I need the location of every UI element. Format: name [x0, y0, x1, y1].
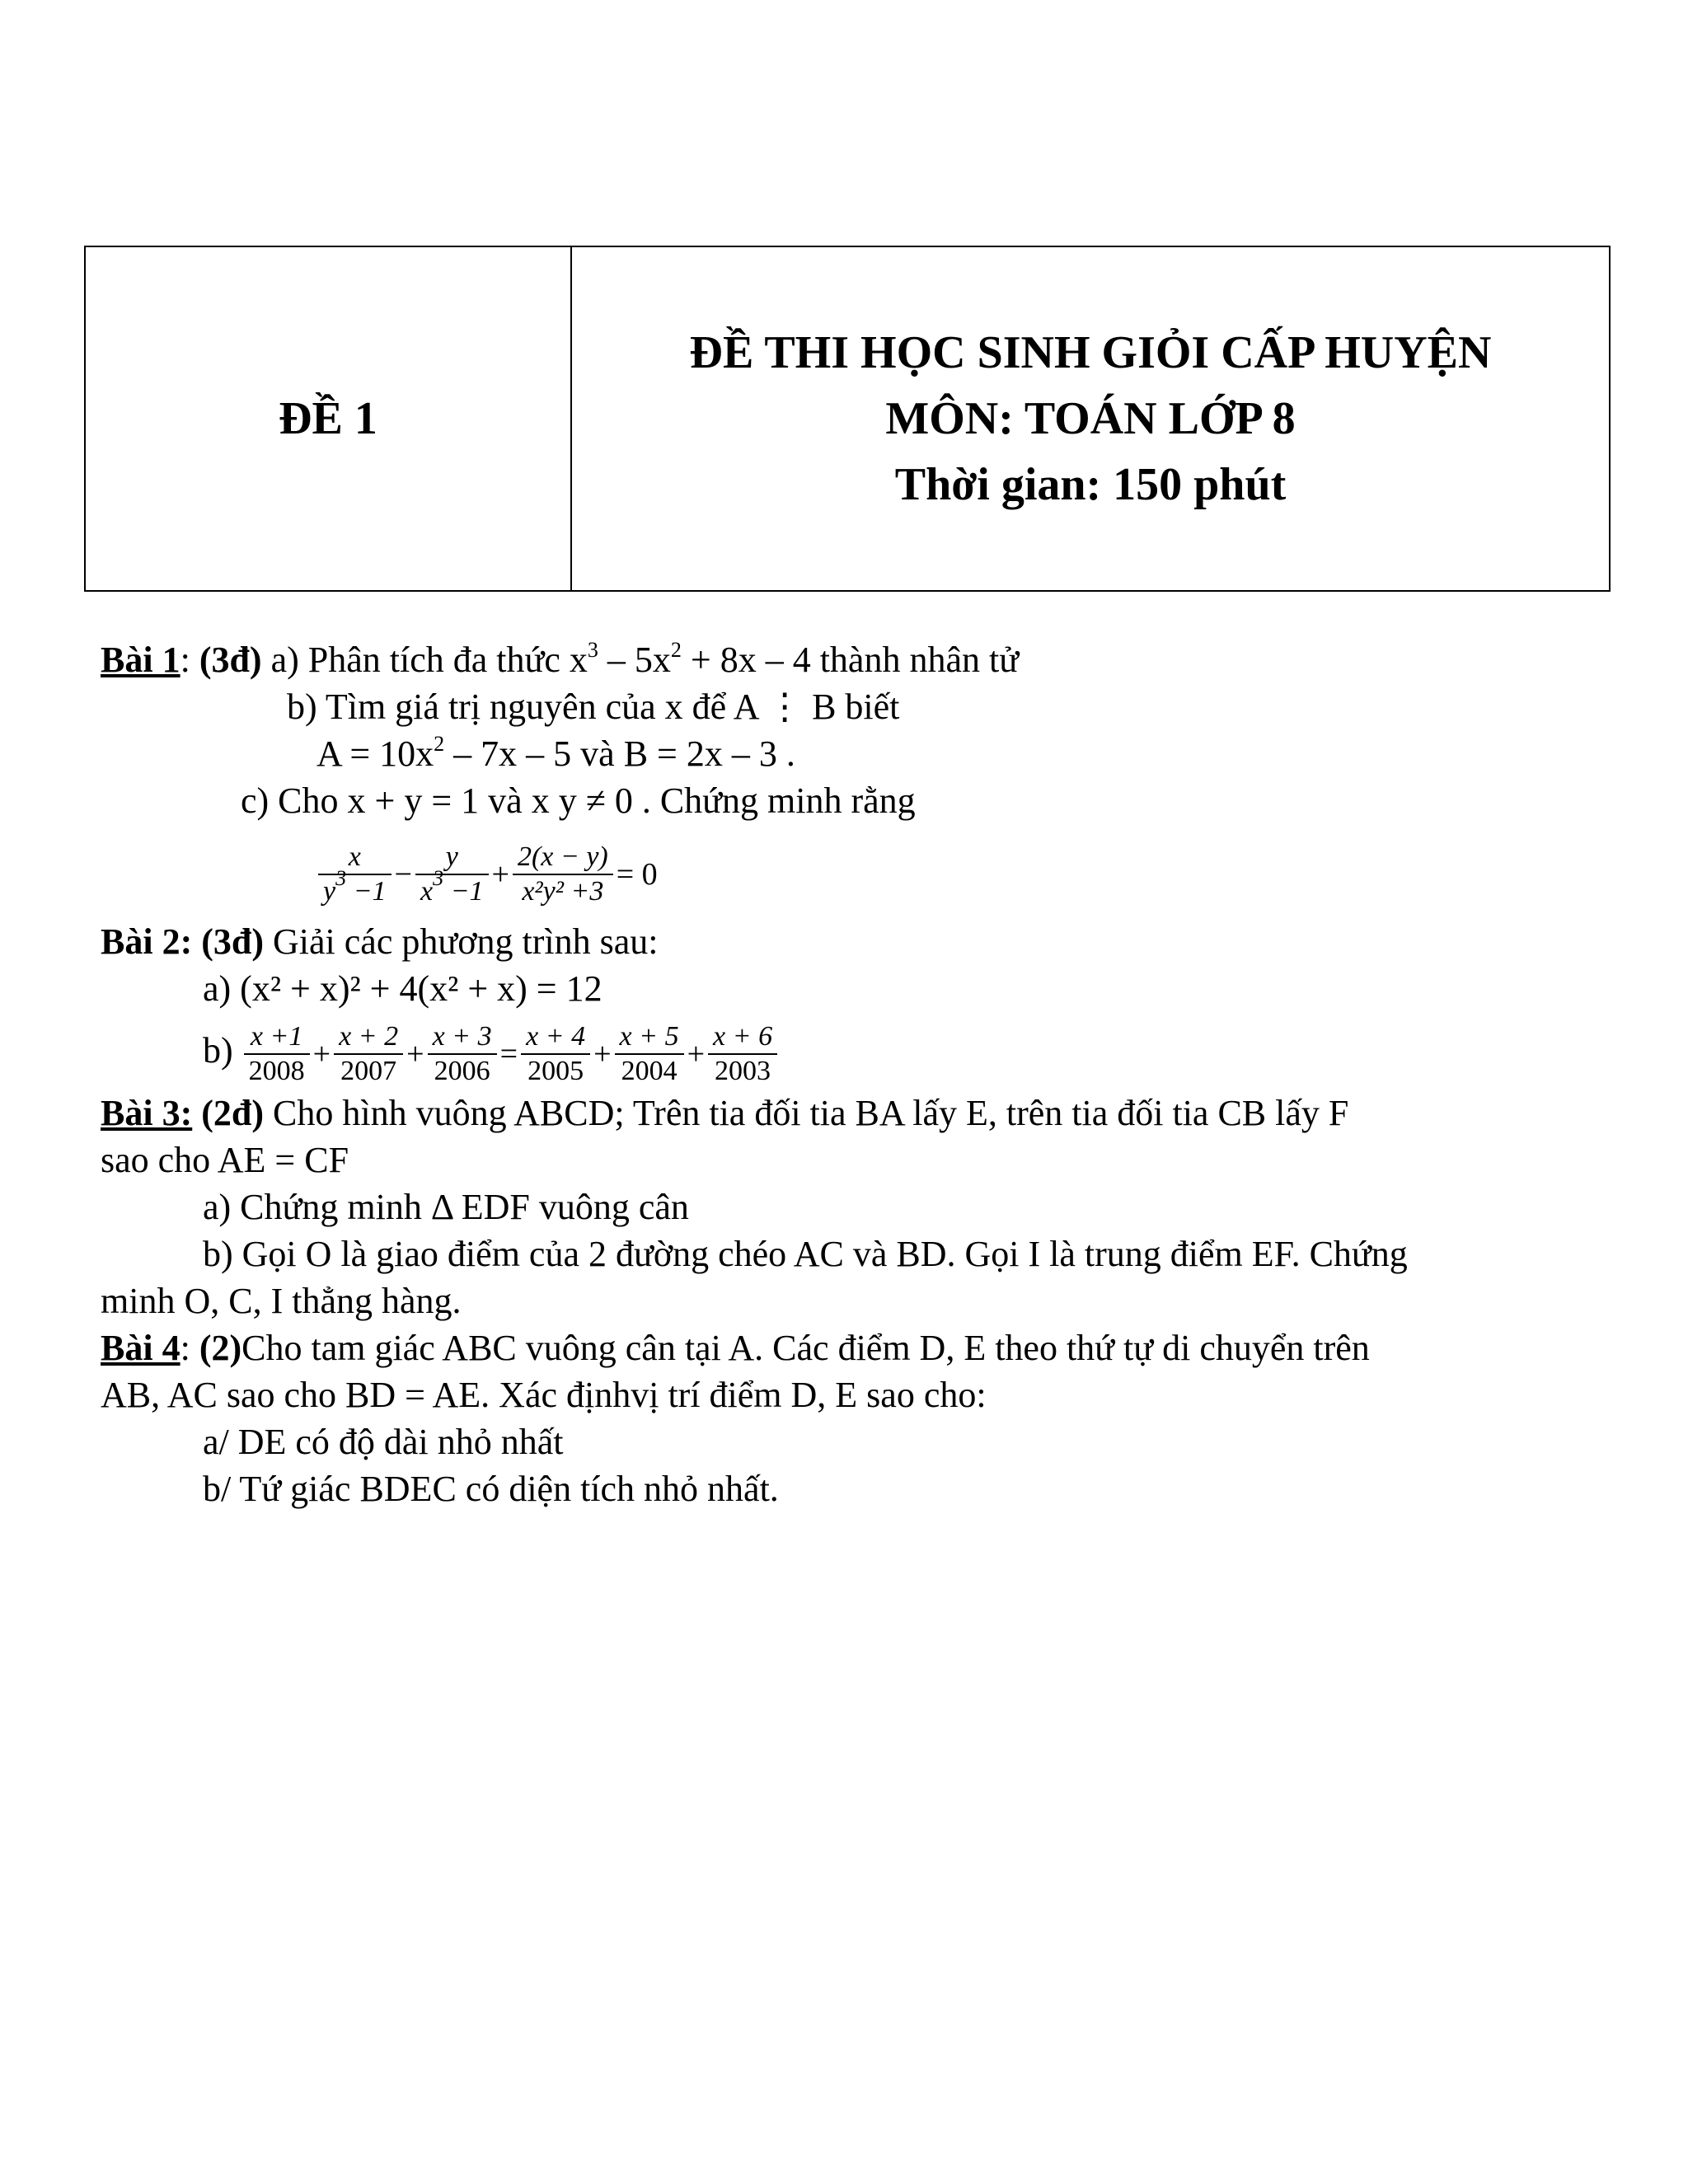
fraction: $\frac{x + 3}{2006}$ [428, 1020, 497, 1088]
bai4-label: Bài 4 [101, 1328, 181, 1368]
bai1-b2 [101, 730, 1601, 777]
bai2-intro: Giải các phương trình sau: [273, 921, 659, 962]
fraction: $\frac{x}{y^3 -1}$ [318, 841, 392, 908]
bai3-points: (2đ) [201, 1093, 265, 1133]
operator: + [491, 856, 509, 892]
operator: − [394, 856, 412, 892]
bai2-b-equation [101, 1012, 1601, 1090]
bai1-b2-exp: 2 [434, 732, 445, 756]
bai1-points: (3đ) [199, 640, 262, 680]
fraction: $\frac{x + 5}{2004}$ [615, 1020, 684, 1088]
equation-rhs: = 0 [616, 856, 658, 892]
fraction: $\frac{2(x - y)}{\text{x²y² +3}}$ [513, 841, 613, 908]
header-right-cell [572, 247, 1609, 590]
exam-title: ĐỀ THI HỌC SINH GIỎI CẤP HUYỆN [689, 327, 1492, 378]
bai3-line2: sao cho AE = CF [101, 1140, 349, 1180]
header-table [84, 246, 1611, 592]
bai1-b2-pre: A = 10x [316, 733, 434, 774]
bai3-line1 [101, 1090, 1601, 1137]
header-left-cell [86, 247, 572, 590]
bai1-a-exp2: 2 [670, 638, 682, 662]
bai1-a-exp1: 3 [587, 638, 598, 662]
exam-number: ĐỀ 1 [279, 393, 377, 444]
bai3-a: a) Chứng minh Δ EDF vuông cân [203, 1187, 689, 1227]
operator: + [312, 1036, 331, 1071]
bai1-a-post: + 8x – 4 thành nhân tử [681, 640, 1020, 680]
bai3-text1: Cho hình vuông ABCD; Trên tia đối tia BA lấy E, trên tia đối tia CB lấy F [273, 1093, 1349, 1133]
bai2-points: (3đ) [201, 921, 265, 962]
exam-content [101, 636, 1601, 1512]
exam-subject: MÔN: TOÁN LỚP 8 [885, 393, 1296, 444]
bai4-b: b/ Tứ giác BDEC có diện tích nhỏ nhất. [203, 1469, 779, 1509]
bai1-c: c) Cho x + y = 1 và x y ≠ 0 . Chứng minh rằng [241, 780, 916, 821]
bai4-text1: Cho tam giác ABC vuông cân tại A. Các điểm D, E theo thứ tự di chuyển trên [241, 1328, 1370, 1368]
operator: = [499, 1036, 518, 1071]
bai1-a-pre: a) Phân tích đa thức x [270, 640, 588, 680]
bai1-label: Bài 1 [101, 640, 181, 680]
bai1-b2-post: – 7x – 5 và B = 2x – 3 . [444, 733, 795, 774]
bai2-b-label: b) [203, 1030, 233, 1071]
fraction: $\frac{x + 6}{2003}$ [708, 1020, 777, 1088]
fraction: $\frac{y}{x^3 -1}$ [415, 841, 489, 908]
bai1-c-equation [101, 824, 1601, 918]
bai2-heading [101, 918, 1601, 965]
exam-duration: Thời gian: 150 phút [894, 459, 1287, 510]
operator: + [687, 1036, 706, 1071]
fraction: $\frac{x + 4}{2005}$ [521, 1020, 590, 1088]
bai2-label: Bài 2: [101, 921, 193, 962]
operator: + [593, 1036, 612, 1071]
bai4-a: a/ DE có độ dài nhỏ nhất [203, 1422, 564, 1462]
bai4-line2: AB, AC sao cho BD = AE. Xác địnhvị trí điểm D, E sao cho: [101, 1375, 987, 1415]
fraction: $\frac{x +1}{2008}$ [244, 1020, 310, 1088]
operator: + [406, 1036, 424, 1071]
bai3-b2: minh O, C, I thẳng hàng. [101, 1281, 462, 1321]
bai1-a-mid: – 5x [598, 640, 671, 680]
bai3-label: Bài 3: [101, 1093, 193, 1133]
bai1-line-a: Bài 1: (3đ) a) Phân tích đa thức $x^3 - 5x^2 + 8x - 4$ thành nhân tử [101, 638, 1020, 680]
bai4-points: (2) [199, 1328, 242, 1368]
bai3-b1: b) Gọi O là giao điểm của 2 đường chéo AC và BD. Gọi I là trung điểm EF. Chứng [203, 1234, 1408, 1274]
bai4-line1: Bài 4: (2)Cho tam giác ABC vuông cân tại A. Các điểm D, E theo thứ tự di chuyển trên [101, 1328, 1370, 1368]
bai2-a: a) (x² + x)² + 4(x² + x) = 12 [203, 968, 603, 1009]
bai1-b: b) Tìm giá trị nguyên của x để A ⋮ B biết [287, 687, 900, 727]
fraction: $\frac{x + 2}{2007}$ [334, 1020, 403, 1088]
